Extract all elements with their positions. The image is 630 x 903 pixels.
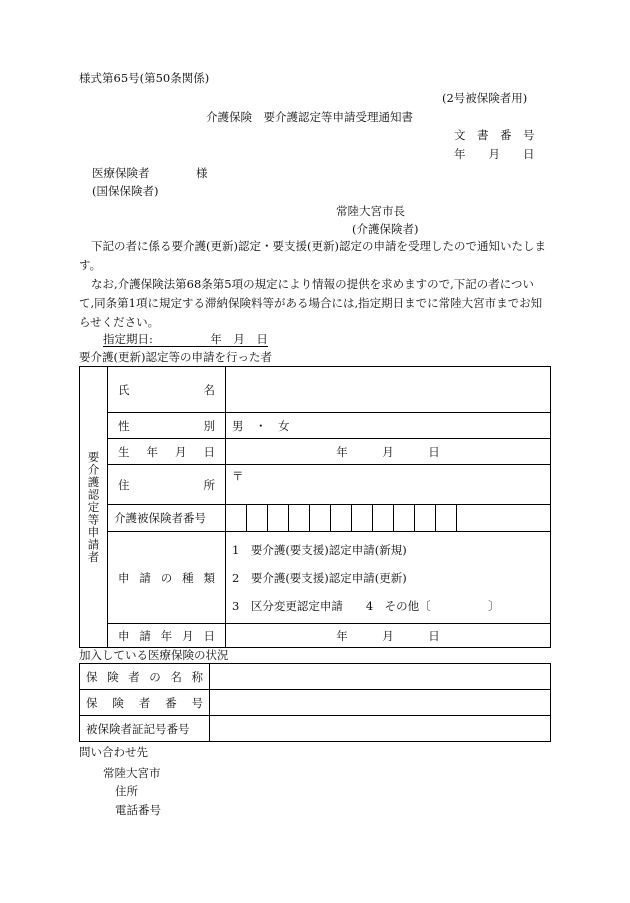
table-row (80, 465, 551, 505)
body-paragraph-1: 下記の者に係る要介護(更新)認定・要支援(更新)認定の申請を受理したので通知いたします。 (79, 239, 546, 272)
address-field[interactable] (226, 465, 551, 505)
insured-number-field[interactable] (226, 505, 551, 532)
application-type-option-2[interactable]: 2 要介護(要支援)認定申請(更新) (232, 570, 407, 585)
insurer-name-label: 保 険 者 の 名 称 (86, 669, 203, 684)
insurer-name-label-cell (80, 664, 210, 690)
insurer-number-field[interactable] (210, 690, 551, 716)
table-row (80, 690, 551, 716)
table-row (80, 413, 551, 439)
name-field[interactable] (226, 367, 551, 413)
address-label: 住 所 (118, 477, 215, 492)
table-row (80, 624, 551, 648)
application-type-label-cell (108, 532, 226, 624)
application-type-option-1[interactable]: 1 要介護(要支援)認定申請(新規) (232, 542, 407, 557)
addressee-honorific: 様 (196, 166, 208, 180)
contact-phone-label: 電話番号 (115, 803, 161, 817)
application-date-label: 申 請 年 月 日 (118, 628, 215, 643)
name-label: 氏 名 (118, 382, 215, 397)
insurance-section-title: 加入している医療保険の状況 (79, 648, 229, 662)
document-date: 年 月 日 (454, 147, 535, 161)
insured-type-note: (2号被保険者用) (442, 91, 528, 105)
dob-label-cell (108, 439, 226, 465)
insured-number-label: 介護被保険者番号 (114, 511, 206, 525)
document-number-label: 文 書 番 号 (454, 128, 535, 142)
table-row (80, 439, 551, 465)
application-type-option-3[interactable]: 3 区分変更認定申請 4 その他〔 〕 (232, 598, 500, 613)
body-paragraph-2: なお,介護保険法第68条第5項の規定により情報の提供を求めますので,下記の者について,同条第1項に規定する滞納保険料等がある場合には,指定期日までに常陸大宮市までお知らせください。 (79, 277, 543, 329)
contact-title: 問い合わせ先 (79, 745, 148, 759)
application-date-field[interactable]: 年 月 日 (226, 624, 551, 648)
application-date-label-cell (108, 624, 226, 648)
applicant-section-title: 要介護(更新)認定等の申請を行った者 (79, 350, 272, 364)
applicant-side-label-cell (80, 367, 108, 648)
application-type-label: 申 請 の 種 類 (118, 570, 215, 585)
table-row (80, 367, 551, 413)
insured-number-label-cell (108, 505, 226, 532)
insurer-name-field[interactable] (210, 664, 551, 690)
table-row (80, 716, 551, 742)
gender-label-cell (108, 413, 226, 439)
insurer-number-label: 保 険 者 番 号 (86, 695, 203, 710)
document-title: 介護保険 要介護認定等申請受理通知書 (206, 110, 413, 124)
table-row (80, 532, 551, 624)
deadline: 指定期日: 年 月 日 (103, 332, 268, 346)
name-label-cell (108, 367, 226, 413)
insurer-number-label-cell (80, 690, 210, 716)
table-row (80, 505, 551, 532)
applicant-side-label: 要介護認定等申請者 (86, 450, 101, 564)
card-number-label: 被保険者証記号番号 (86, 721, 190, 736)
insured-number-boxes (226, 505, 550, 531)
sender-line2: (介護保険者) (352, 222, 419, 236)
dob-label: 生 年 月 日 (118, 444, 215, 459)
gender-label: 性 別 (118, 418, 215, 433)
address-label-cell (108, 465, 226, 505)
table-row (80, 664, 551, 690)
contact-city: 常陸大宮市 (103, 766, 161, 780)
addressee-line2: (国保保険者) (92, 184, 159, 198)
application-type-field[interactable] (226, 532, 551, 624)
contact-address-label: 住所 (115, 784, 138, 798)
dob-field[interactable]: 年 月 日 (226, 439, 551, 465)
applicant-table (79, 366, 551, 648)
card-number-field[interactable] (210, 716, 551, 742)
card-number-label-cell (80, 716, 210, 742)
insurance-table (79, 663, 551, 742)
postal-mark: 〒 (232, 469, 244, 483)
addressee-line1: 医療保険者 (92, 166, 150, 180)
gender-field[interactable]: 男 ・ 女 (226, 413, 551, 439)
form-number: 様式第65号(第50条関係) (79, 71, 210, 85)
sender-line1: 常陸大宮市長 (336, 204, 405, 218)
